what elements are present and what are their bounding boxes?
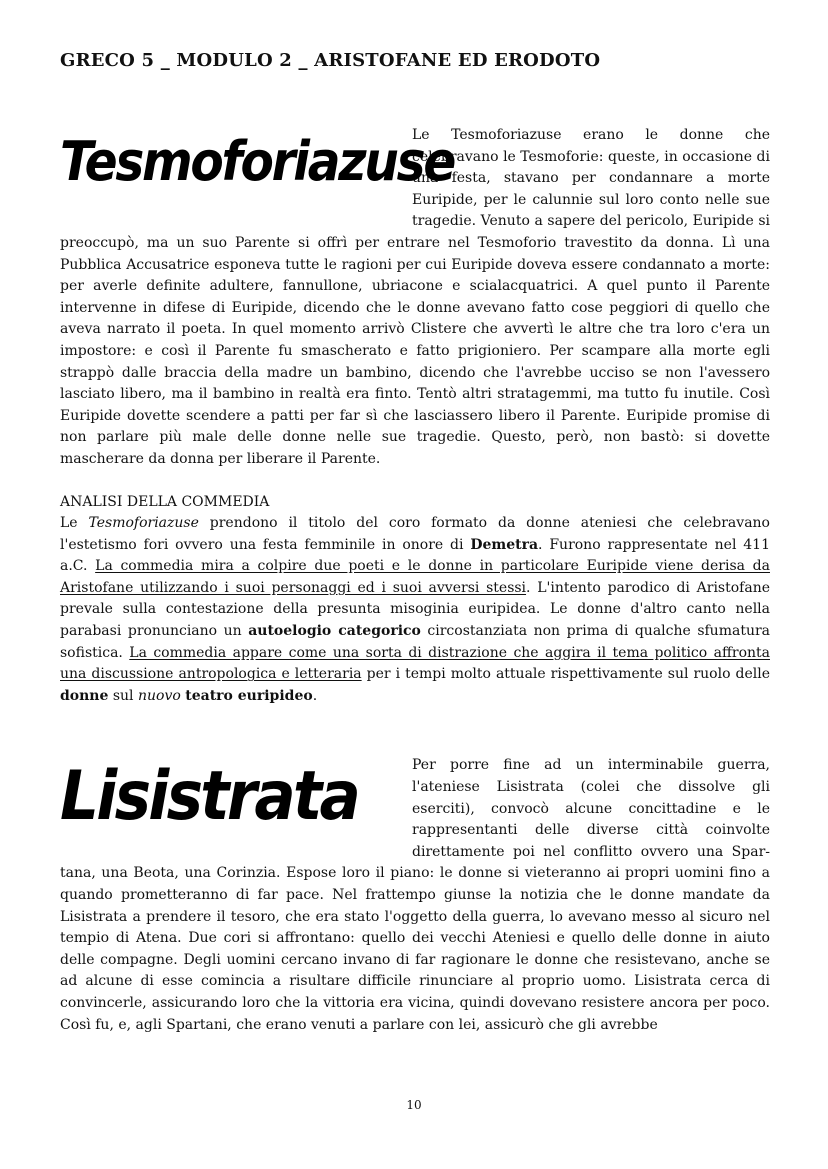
tesmoforiazuse-plot: Le Tesmoforiazuse erano le donne che celebravano le Tesmoforie: queste, in occasione di una festa, stavano per condannare a morte Euripide, per le calunnie sul loro conto nelle sue tragedie. Venuto a sapere del pericolo, Euripide si preoccupò, ma un suo Parente si offrì per entrare nel Tesmoforio travestito da donna. Lì una Pubblica Accusatrice esponeva tutte le ragioni per cui Euripide doveva essere condannato a morte: per averle definite adultere, fannullone, ubriacone e scialacquatrici. A quel punto il Parente intervenne in difese di Euripide, dicendo che le donne avevano fatto cose peggiori di quello che aveva narrato il poeta. In quel momento arrivò Clistere che avvertì le altre che tra loro c'era un impostore: e così il Parente fu smascherato e fatto prigioniero. Per scampare alla morte egli strappò dalle braccia della madre un bambino, dicendo che l'avrebbe ucciso se non l'avessero lasciato libero, ma il bambino in realtà era finto. Tentò altri stratagemmi, ma tutto fu inutile. Così Euripide dovette scendere a patti per far sì che lasciassero libero il Parente. Euripide promise di non parlare più male delle donne nelle sue tragedie. Questo, però, non bastò: si dovette mascherare da donna per liberare il Parente. — [60, 127, 770, 467]
text-run: Le — [60, 515, 89, 532]
underlined-sentence: La commedia mira a colpire due poeti e le donne in particolare Euripide viene derisa da Aristofane utilizzando i suoi personaggi ed i suoi avversi stessi — [60, 558, 770, 596]
title-text: Lisistrata — [60, 757, 359, 837]
section-analisi — [60, 492, 770, 708]
section-tesmoforiazuse — [60, 125, 770, 471]
bold-term: teatro euripideo — [185, 687, 313, 704]
italic-word: nuovo — [138, 687, 181, 704]
document-header: GRECO 5 _ MODULO 2 _ ARISTOFANE ED ERODOTO — [60, 50, 601, 71]
section-lisistrata — [60, 755, 770, 1036]
underlined-sentence: La commedia appare come una sorta di distrazione che aggira il tema politico affronta una discussione antropologica e letteraria — [60, 644, 770, 683]
bold-term: donne — [60, 687, 109, 704]
text-run: circostanziata non prima di qualche sfumatura sofistica. — [60, 623, 771, 661]
text-run: . L'intento parodico di Aristofane prevale sulla contestazione della presunta misoginia euripidea. Le donne d'altro canto nella parabasi pronunciano un — [60, 579, 770, 640]
page-number: 10 — [406, 1098, 422, 1112]
text-run: per i tempi molto attuale rispettivamente sul ruolo delle — [361, 666, 770, 683]
analisi-heading: ANALISI DELLA COMMEDIA — [60, 493, 270, 510]
bold-term: autoelogio categorico — [248, 623, 421, 640]
analisi-paragraph — [60, 513, 770, 707]
title-text: Tesmoforiazuse — [60, 130, 455, 193]
section-title-lisistrata — [60, 755, 357, 855]
text-run: sul — [108, 687, 138, 704]
text-run: prendono il titolo del coro formato da donne ateniesi che celebravano l'estetismo fori ovvero una festa femminile in onore di — [60, 515, 770, 553]
italic-title: Tesmoforiazuse — [88, 515, 199, 532]
text-run: . — [312, 687, 318, 704]
lisistrata-plot: Per porre fine ad un interminabile guerra, l'ateniese Lisistrata (colei che dissolve gli eserciti), convocò alcune concittadine e le rappresentanti delle diverse città coinvolte direttamente poi nel conflitto ovvero una Spar-tana, una Beota, una Corinzia. Espose loro il piano: le donne si vieteranno ai propri uomini fino a quando prometteranno di far pace. Nel frattempo giunse la notizia che le donne mandate da Lisistrata a prendere il tesoro, che era stato l'oggetto della guerra, lo avevano messo al sicuro nel tempio di Atena. Due cori si affrontano: quello dei vecchi Ateniesi e quello delle donne in aiuto delle compagne. Degli uomini cercano invano di far ragionare le donne che resistevano, anche se ad alcune di esse comincia a risultare difficile rinunciare al proprio uomo. Lisistrata cerca di convincerle, assicurando loro che la vittoria era vicina, quindi dovevano resistere ancora per poco. Così fu, e, agli Spartani, che erano venuti a parlare con lei, assicurò che gli avrebbe — [60, 757, 770, 1033]
bold-term: Demetra — [470, 536, 539, 553]
section-title-tesmoforiazuse — [60, 125, 455, 225]
text-run: . Furono rappresentate nel 411 a.C. — [60, 536, 770, 575]
